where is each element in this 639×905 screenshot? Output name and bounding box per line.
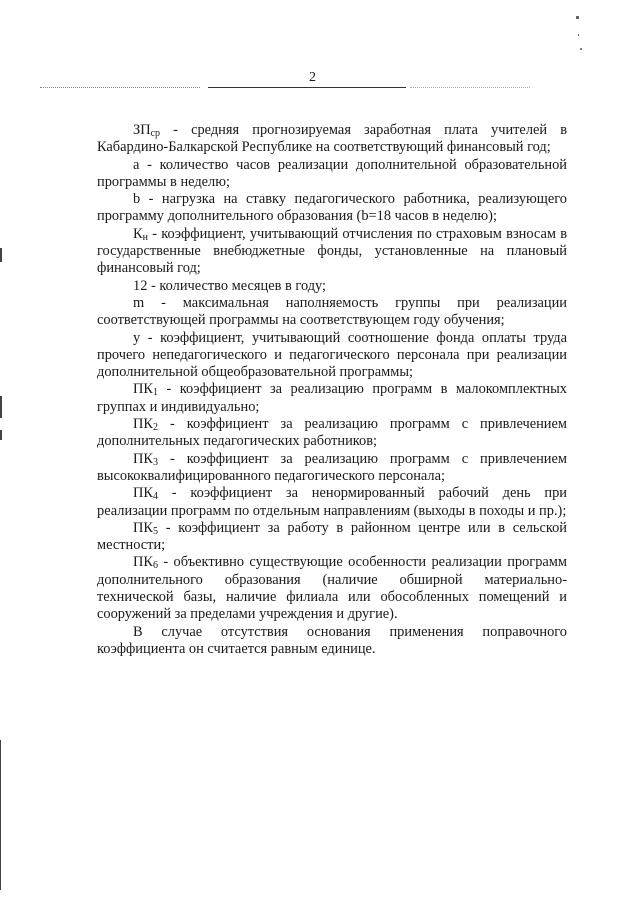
definition-paragraph <box>97 330 567 382</box>
definition-paragraph <box>97 416 567 451</box>
definition-term: 12 <box>133 277 148 294</box>
definition-text: - коэффициент за работу в районном центре или в сельской местности; <box>97 519 567 554</box>
definition-paragraph <box>97 191 567 226</box>
definition-term: b <box>133 191 141 208</box>
definition-text: - коэффициент за реализацию программ в малокомплектных группах и индивидуально; <box>97 381 567 415</box>
definition-text: - коэффициент, учитывающий соотношение фонда оплаты труда прочего непедагогического и педагогического персонала при реализации дополнительной общеобразовательной программы; <box>97 329 567 381</box>
margin-scan-mark <box>0 430 2 440</box>
definition-paragraph <box>97 295 567 330</box>
header-rule-right <box>410 87 530 88</box>
definition-paragraph <box>97 381 567 416</box>
definition-paragraph <box>97 485 567 520</box>
definition-term-subscript: 3 <box>153 456 158 468</box>
definition-text: - нагрузка на ставку педагогического работника, реализующего программу дополнительного образования (b=18 часов в неделю); <box>97 191 567 225</box>
definition-text: - коэффициент за ненормированный рабочий день при реализации программ по отдельным направлениям (выходы в походы и пр.); <box>97 485 567 519</box>
definition-text: - коэффициент за реализацию программ с привлечением высококвалифицированного педагогического персонала; <box>97 450 567 484</box>
definition-term-subscript: н <box>142 231 148 243</box>
definition-paragraph <box>97 451 567 486</box>
definition-term: ЗП <box>133 122 151 138</box>
definition-text: - объективно существующие особенности реализации программ дополнительного образования (наличие обширной материально-технической базы, наличие филиала или обособленных помещений и сооружений за пределами учреждения и другие). <box>97 554 567 623</box>
definition-paragraph <box>97 226 567 278</box>
definition-term: ПК <box>133 554 153 571</box>
definition-paragraph <box>97 278 567 295</box>
definition-text: - количество часов реализации дополнительной образовательной программы в неделю; <box>97 156 567 190</box>
definition-term: ПК <box>133 485 153 502</box>
definition-paragraph <box>97 520 567 555</box>
definition-term-subscript: ср <box>150 128 161 139</box>
scan-speck <box>578 34 579 36</box>
definition-term-subscript: 4 <box>153 491 158 503</box>
definition-text: - коэффициент за реализацию программ с привлечением дополнительных педагогических работников; <box>97 416 567 450</box>
closing-paragraph: В случае отсутствия основания применения поправочного коэффициента он считается равным единице. <box>97 623 567 657</box>
scan-speck <box>580 48 582 50</box>
definition-term: у <box>133 329 141 346</box>
definition-term: ПК <box>133 450 153 467</box>
definition-term: ПК <box>133 416 153 433</box>
page-number: 2 <box>309 70 316 85</box>
definition-text: - количество месяцев в году; <box>147 277 327 294</box>
definition-paragraph <box>97 554 567 623</box>
definition-term: ПК <box>133 381 153 398</box>
margin-scan-mark <box>0 248 2 262</box>
definition-text: - средняя прогнозируемая заработная плата учителей в Кабардино-Балкарской Республике на соответствующий финансовый год; <box>97 122 567 156</box>
margin-scan-mark <box>0 396 2 418</box>
margin-scan-mark <box>0 740 1 890</box>
definition-term-subscript: 2 <box>153 422 158 434</box>
definition-term-subscript: 6 <box>153 560 158 572</box>
header-rule <box>208 87 406 88</box>
definition-term-subscript: 1 <box>153 387 158 399</box>
definition-paragraph <box>97 157 567 192</box>
definition-term: ПК <box>133 519 153 536</box>
definition-paragraph <box>97 122 567 157</box>
definition-term: К <box>133 225 143 242</box>
document-body <box>97 122 567 658</box>
definition-text: - коэффициент, учитывающий отчисления по страховым взносам в государственные внебюджетные фонды, установленные на плановый финансовый год; <box>97 225 567 277</box>
definition-term: а <box>133 156 140 173</box>
definition-text: - максимальная наполняемость группы при реализации соответствующей программы на соответствующем году обучения; <box>97 294 567 329</box>
definition-term: m <box>133 294 145 311</box>
scan-speck <box>576 16 579 19</box>
definition-term-subscript: 5 <box>153 525 158 537</box>
header-rule-left <box>40 87 200 88</box>
